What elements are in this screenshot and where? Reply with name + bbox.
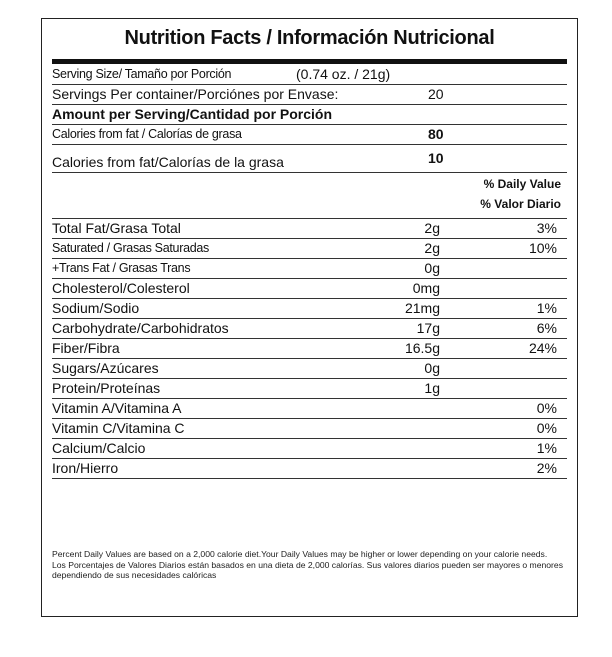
nutrient-daily-value: 3% (536, 220, 557, 236)
nutrient-label: Carbohydrate/Carbohidratos (52, 320, 229, 336)
nutrient-row (52, 279, 567, 299)
nutrient-row (52, 319, 567, 339)
nutrient-row (52, 359, 567, 379)
nutrient-label: Sugars/Azúcares (52, 360, 159, 376)
nutrient-amount: 16.5g (404, 340, 440, 356)
daily-value-heading-en: % Daily Value (483, 177, 561, 191)
nutrient-daily-value: 0% (536, 420, 557, 436)
daily-value-heading-es: % Valor Diario (480, 197, 561, 211)
nutrient-amount: 0mg (412, 280, 440, 296)
title-divider (52, 59, 567, 64)
nutrient-label: Sodium/Sodio (52, 300, 140, 316)
calories-fat-row (52, 125, 567, 145)
footnote-en: Percent Daily Values are based on a 2,000 calorie diet.Your Daily Values may be higher or lower depending on your calorie needs. (52, 549, 548, 559)
nutrient-amount: 2g (424, 240, 440, 256)
nutrient-row (52, 439, 567, 459)
nutrient-daily-value: 24% (528, 340, 557, 356)
amount-per-serving-heading: Amount per Serving/Cantidad por Porción (52, 106, 333, 122)
nutrient-amount: 21mg (404, 300, 440, 316)
nutrient-daily-value: 0% (536, 400, 557, 416)
serving-size-label: Serving Size/ Tamaño por Porción (52, 67, 232, 81)
nutrient-daily-value: 1% (536, 300, 557, 316)
nutrient-label: Vitamin C/Vitamina C (52, 420, 185, 436)
calories-fat-value: 80 (428, 126, 444, 142)
nutrient-row (52, 419, 567, 439)
nutrient-label: Fiber/Fibra (52, 340, 120, 356)
calories-fat-2-label: Calories from fat/Calorías de la grasa (52, 154, 284, 170)
servings-per-container-row (52, 85, 567, 105)
nutrient-row (52, 299, 567, 319)
nutrient-label: Iron/Hierro (52, 460, 119, 476)
nutrient-row (52, 219, 567, 239)
nutrient-label: Calcium/Calcio (52, 440, 146, 456)
label-title: Nutrition Facts / Información Nutricional (124, 27, 495, 49)
nutrient-row (52, 239, 567, 259)
nutrient-amount: 17g (416, 320, 440, 336)
nutrient-row (52, 399, 567, 419)
serving-size-row (52, 65, 567, 85)
serving-size-value: (0.74 oz. / 21g) (296, 66, 391, 82)
calories-fat-2-value: 10 (428, 150, 444, 166)
nutrient-daily-value: 6% (536, 320, 557, 336)
nutrient-row (52, 259, 567, 279)
nutrient-daily-value: 1% (536, 440, 557, 456)
nutrient-label: Saturated / Grasas Saturadas (52, 241, 209, 255)
servings-per-container-value: 20 (428, 86, 444, 102)
nutrient-amount: 1g (424, 380, 440, 396)
nutrient-label: Vitamin A/Vitamina A (52, 400, 182, 416)
nutrient-label: Protein/Proteínas (52, 380, 161, 396)
calories-fat-2-row (52, 145, 567, 173)
nutrient-amount: 2g (424, 220, 440, 236)
nutrient-label: Cholesterol/Colesterol (52, 280, 190, 296)
nutrient-amount: 0g (424, 260, 440, 276)
nutrient-label: Total Fat/Grasa Total (52, 220, 181, 236)
nutrient-row (52, 379, 567, 399)
nutrient-daily-value: 2% (536, 460, 557, 476)
nutrition-label (41, 18, 578, 617)
nutrient-row (52, 459, 567, 479)
nutrient-row (52, 339, 567, 359)
footnote-es: Los Porcentajes de Valores Diarios están basados en una dieta de 2,000 calorías. Sus valores diarios pueden ser mayores o menores dependiendo de sus necesidades calóricas (52, 559, 563, 580)
nutrient-daily-value: 10% (528, 240, 557, 256)
nutrient-label: +Trans Fat / Grasas Trans (52, 261, 191, 275)
footnote (52, 549, 571, 581)
nutrient-amount: 0g (424, 360, 440, 376)
amount-per-serving-row (52, 105, 567, 125)
daily-value-header (52, 173, 567, 219)
servings-per-container-label: Servings Per container/Porciónes por Envase: (52, 86, 339, 102)
calories-fat-label: Calories from fat / Calorías de grasa (52, 127, 242, 141)
